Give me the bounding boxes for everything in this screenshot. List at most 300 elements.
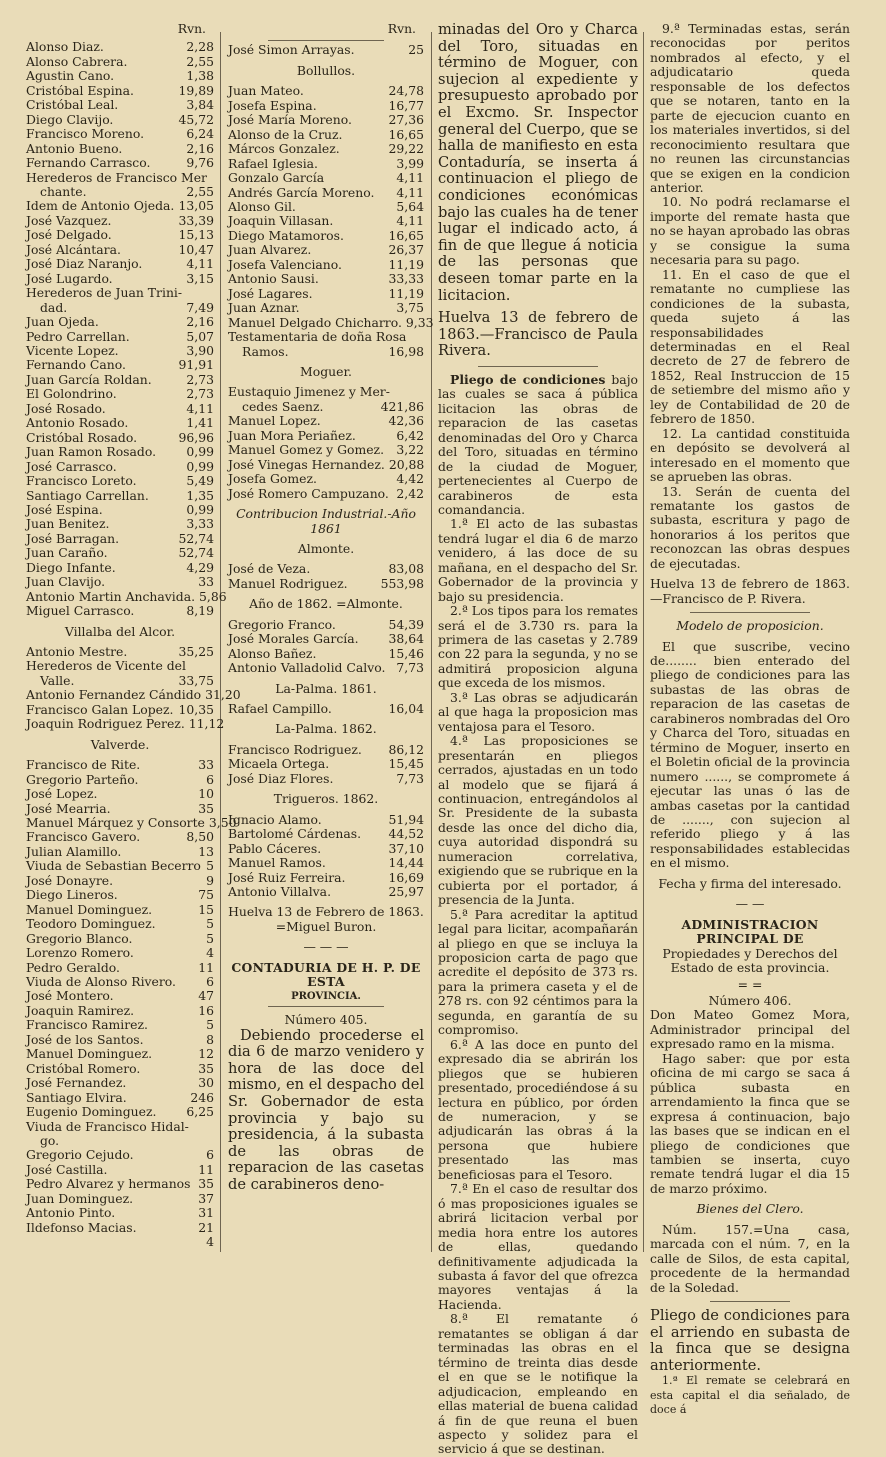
- list-item: Valle. 33,75: [40, 672, 214, 688]
- entry-amount: 3,50: [208, 815, 237, 831]
- entry-name: José Diaz Naranjo.: [26, 256, 143, 272]
- list-item: [26, 716, 225, 732]
- entry-name: José Delgado.: [26, 227, 112, 243]
- list-item: [26, 1105, 214, 1119]
- entry-list: [228, 743, 424, 786]
- entry-amount: 2,16: [186, 140, 214, 156]
- entry-name: José Ruiz Ferreira.: [228, 869, 346, 885]
- entry-name: Cristóbal Espina.: [26, 82, 134, 98]
- entry-name: Juan Alvarez.: [228, 242, 312, 258]
- list-item: [228, 702, 424, 716]
- section-heading: Modelo de proposicion.: [676, 618, 824, 634]
- list-item: [228, 772, 424, 786]
- entry-amount: 5,49: [186, 473, 214, 489]
- entry-name: Francisco Moreno.: [26, 126, 145, 142]
- signature-line: Huelva 13 de Febrero de 1863. =Miguel Buron.: [228, 904, 424, 934]
- entry-name: Joaquin Rodriguez Perez.: [26, 716, 185, 732]
- entry-amount: 45,72: [178, 111, 214, 127]
- entry-name: Francisco Loreto.: [26, 473, 137, 489]
- entry-amount: 37,10: [388, 840, 424, 856]
- list-item: Testamentaria de doña Rosa: [228, 329, 407, 345]
- entry-name: Juan Dominguez.: [26, 1190, 134, 1206]
- entry-amount: 25,97: [388, 884, 424, 900]
- list-item: [26, 228, 214, 242]
- entry-amount: 15,46: [388, 645, 424, 661]
- column-divider: [643, 32, 644, 1252]
- entry-name: Manuel Gomez y Gomez.: [228, 442, 385, 458]
- entry-name: Antonio Bueno.: [26, 140, 123, 156]
- list-item: [26, 1004, 214, 1018]
- entry-name: Alonso Cabrera.: [26, 53, 128, 69]
- entry-amount: 16,65: [388, 126, 424, 142]
- entry-amount: 14,44: [388, 855, 424, 871]
- entry-list: [26, 645, 214, 659]
- entry-name: Manuel Dominguez.: [26, 1046, 153, 1062]
- list-item: [26, 272, 214, 286]
- entry-name: Cristóbal Romero.: [26, 1060, 141, 1076]
- list-item: [26, 961, 214, 975]
- town-heading: Trigueros. 1862.: [273, 791, 379, 807]
- list-item: [26, 1091, 214, 1105]
- list-item: [26, 561, 214, 575]
- list-item: [26, 489, 214, 503]
- entry-list: [26, 1148, 214, 1249]
- list-item: [26, 373, 214, 387]
- model-text: El que suscribe, vecino de........ bien enterado del pliego de condiciones para las subastas de las obras de reparacion de las casetas de carabineros nombradas del Oro y Charca del Toro, situadas en término de Moguer, inserto en el Boletin oficial de la provincia numero ......, se compromete á ejecutar las unas ó las de ambas casetas por la cantidad de ......., con sujecion al referido pliego y á las responsabilidades establecidas en el mismo.: [650, 638, 850, 871]
- list-item: [26, 257, 214, 271]
- entry-amount: 37: [198, 1190, 214, 1206]
- entry-list: [228, 618, 424, 676]
- list-item: [26, 888, 214, 902]
- entry-amount: 6,24: [186, 126, 214, 142]
- divider: [478, 366, 598, 367]
- notice-body: Debiendo procederse el dia 6 de marzo venidero y hora de las doce del mismo, en el despacho del Sr. Gobernador de esta provincia y bajo su presidencia, á la subasta de las obras de reparacion de las casetas de carabineros deno-: [228, 1026, 424, 1193]
- entry-amount: 0,99: [186, 458, 214, 474]
- entry-name: Gregorio Blanco.: [26, 930, 133, 946]
- entry-name: Pedro Carrellan.: [26, 328, 130, 344]
- entry-name: Julian Alamillo.: [26, 843, 122, 859]
- list-item: [228, 647, 424, 661]
- list-item: [26, 575, 214, 589]
- list-item: [228, 287, 424, 301]
- entry-amount: 35: [198, 1176, 214, 1192]
- entry-name: Joaquin Villasan.: [228, 213, 334, 229]
- list-item: [26, 1062, 214, 1076]
- list-item: [26, 387, 214, 401]
- entry-name: Josefa Espina.: [228, 97, 317, 113]
- entry-name: Rafael Campillo.: [228, 701, 332, 717]
- entry-amount: 3,15: [186, 270, 214, 286]
- entry-name: Micaela Ortega.: [228, 756, 330, 772]
- entry-name: José Simon Arrayas.: [228, 42, 355, 58]
- list-item: [228, 885, 424, 899]
- entry-amount: 4,11: [186, 400, 214, 416]
- entry-name: José Lopez.: [26, 786, 98, 802]
- entry-name: Diego Clavijo.: [26, 111, 114, 127]
- entry-list: [26, 199, 214, 286]
- entry-amount: 30: [198, 1075, 214, 1091]
- entry-name: José Diaz Flores.: [228, 770, 334, 786]
- entry-amount: 16: [198, 1002, 214, 1018]
- condition-item: 11. En el caso de que el rematante no cumpliese las condiciones de la subasta, queda sujeto á las responsabilidades determinadas en el Real decreto de 27 de febrero de 1852, Real Instruccion de 15 de setiembre del mismo año y ley de Contabilidad de 20 de febrero de 1850.: [650, 266, 850, 427]
- entry-amount: 4,42: [396, 471, 424, 487]
- entry-name: José María Moreno.: [228, 112, 352, 128]
- entry-amount: 31,20: [205, 687, 241, 703]
- condition-item: 9.ª Terminadas estas, serán reconocidas por peritos nombrados al efecto, y el adjudicatario queda responsable de los defectos que se notaren, tanto en la parte de ejecucion cuanto en los materiales invertidos, si del reconocimiento resultara que no reunen las circunstancias que se exigen en la condicion anterior.: [650, 21, 850, 195]
- entry-amount: 26,37: [388, 242, 424, 258]
- list-item: [26, 156, 214, 170]
- list-item: [26, 1148, 214, 1162]
- entry-name: Francisco Gavero.: [26, 829, 141, 845]
- condition-item: 5.ª Para acreditar la aptitud legal para licitar, acompañarán al pliego en que se incluya la proposicion carta de pago que acredite el depósito de 373 rs. para la primera caseta y el de 278 rs. con 92 céntimos para la segunda, en garantía de su compromiso.: [438, 906, 638, 1038]
- town-heading: La-Palma. 1861.: [275, 680, 377, 696]
- list-item: [26, 503, 214, 517]
- list-item: [26, 1206, 214, 1220]
- entry-amount: 246: [190, 1089, 214, 1105]
- list-item: [228, 632, 424, 646]
- entry-name: Antonio Fernandez Cándido: [26, 687, 202, 703]
- entry-amount: 5,07: [186, 328, 214, 344]
- condition-item: 13. Serán de cuenta del rematante los gastos de subasta, escritura y pago de honorarios á los peritos que reconozcan las obras despues de ejecutadas.: [650, 483, 850, 571]
- entry-amount: 4: [206, 1234, 214, 1250]
- list-item: [228, 258, 424, 272]
- entry-name: Andrés García Moreno.: [228, 184, 375, 200]
- entry-name: José Espina.: [26, 501, 103, 517]
- entry-name: Diego Infante.: [26, 559, 116, 575]
- list-item: [228, 813, 424, 827]
- entry-list: [26, 40, 214, 170]
- entry-amount: 5: [206, 930, 214, 946]
- list-item: [228, 856, 424, 870]
- list-item: [26, 431, 214, 445]
- list-item: [26, 1076, 214, 1090]
- entry-name: Rafael Iglesia.: [228, 155, 318, 171]
- entry-amount: 4,11: [396, 213, 424, 229]
- entry-name: Alonso Gil.: [228, 198, 296, 214]
- list-item: [26, 989, 214, 1003]
- entry-amount: 6,25: [186, 1104, 214, 1120]
- entry-amount: 20,88: [388, 456, 425, 472]
- entry-amount: 33,39: [178, 212, 214, 228]
- entry-amount: 1,35: [186, 487, 214, 503]
- condition-item: 1.ª El remate se celebrará en esta capital el dia señalado, de doce á: [650, 1374, 850, 1417]
- list-item: [228, 229, 424, 243]
- entry-amount: 24,78: [388, 83, 424, 99]
- list-item: [26, 315, 214, 329]
- town-heading: Villalba del Alcor.: [64, 623, 176, 639]
- list-item: [26, 645, 214, 659]
- entry-amount: 10: [198, 786, 214, 802]
- entry-name: Francisco Rodriguez.: [228, 741, 362, 757]
- list-item: [26, 859, 214, 873]
- entry-amount: 33: [198, 574, 214, 590]
- notice-body: Don Mateo Gomez Mora, Administrador principal del expresado ramo en la misma.: [650, 1007, 850, 1052]
- entry-name: José Castilla.: [26, 1161, 108, 1177]
- entry-name: José Fernandez.: [26, 1075, 127, 1091]
- entry-name: Josefa Gomez.: [228, 471, 317, 487]
- entry-amount: 10,35: [178, 701, 214, 717]
- list-item: [26, 975, 214, 989]
- list-item: [228, 827, 424, 841]
- conditions-title: Pliego de condiciones: [450, 371, 606, 387]
- conditions-intro: Pliego de condiciones bajo las cuales se saca á pública licitacion las obras de reparacion de las casetas denominadas del Oro y Charca del Toro, situadas en término de la ciudad de Moguer, pertenecientes al Cuerpo de carabineros de esta comandancia.: [438, 371, 638, 517]
- entry-amount: 91,91: [178, 357, 214, 373]
- entry-amount: 9: [206, 872, 214, 888]
- list-item: [26, 69, 214, 83]
- list-item: Herederos de Francisco Mer: [26, 169, 207, 185]
- column-divider: [431, 32, 432, 1252]
- entry-name: Antonio Mestre.: [26, 644, 128, 660]
- entry-amount: 11: [198, 959, 214, 975]
- entry-amount: 16,04: [388, 701, 424, 717]
- entry-amount: 13: [198, 843, 214, 859]
- entry-amount: 16,69: [388, 869, 424, 885]
- list-item: [26, 517, 214, 531]
- entry-name: Viuda de Alonso Rivero.: [26, 974, 176, 989]
- list-item: [228, 842, 424, 856]
- list-item: [228, 871, 424, 885]
- list-item: [228, 429, 424, 443]
- entry-amount: 52,74: [178, 530, 214, 546]
- entry-name: Pedro Geraldo.: [26, 959, 120, 975]
- list-item: [228, 414, 424, 428]
- list-item: [228, 577, 424, 591]
- entry-name: José Barragan.: [26, 530, 120, 546]
- property-item: Núm. 157.=Una casa, marcada con el núm. 7, en la calle de Silos, de esta capital, procedente de la hermandad de la Soledad.: [650, 1221, 850, 1295]
- entry-list: [26, 757, 237, 1120]
- list-item: [26, 84, 214, 98]
- list-item: [228, 301, 424, 315]
- entry-name: Cristóbal Leal.: [26, 97, 119, 113]
- entry-amount: 96,96: [178, 429, 214, 445]
- list-item: [26, 1018, 214, 1032]
- entry-name: José Lugardo.: [26, 270, 113, 286]
- entry-amount: 86,12: [388, 741, 424, 757]
- list-item: Herederos de Vicente del: [26, 658, 186, 674]
- list-item: [26, 903, 214, 917]
- entry-amount: 4,11: [186, 256, 214, 272]
- divider: — — —: [303, 939, 349, 955]
- list-item: [26, 830, 214, 844]
- list-item: [26, 773, 214, 787]
- entry-amount: 0,99: [186, 501, 214, 517]
- entry-name: José Lagares.: [228, 285, 313, 301]
- entry-amount: 13,05: [178, 198, 214, 214]
- list-item: [228, 186, 424, 200]
- list-item: [26, 416, 214, 430]
- entry-amount: 11,12: [188, 716, 225, 732]
- list-item: [26, 703, 214, 717]
- entry-amount: 2,16: [186, 314, 214, 330]
- entry-amount: 11,19: [388, 256, 424, 272]
- entry-list: [228, 702, 424, 716]
- list-item: [26, 1192, 214, 1206]
- list-item: dad. 7,49: [40, 299, 214, 315]
- condition-item: 7.ª En el caso de resultar dos ó mas proposiciones iguales se abrirá licitacion verbal por media hora entre los autores de ellas, quedando definitivamente adjudicada la subasta á favor del que ofrezca mayores ventajas á la Hacienda.: [438, 1181, 638, 1312]
- list-item: [26, 946, 214, 960]
- entry-amount: 7,73: [396, 770, 424, 786]
- list-item: [26, 802, 214, 816]
- entry-name: Francisco Ramirez.: [26, 1017, 148, 1033]
- entry-amount: 553,98: [380, 575, 424, 591]
- list-item: [228, 661, 424, 675]
- entry-name: José Vazquez.: [26, 212, 112, 228]
- entry-amount: 21: [198, 1219, 214, 1235]
- entry-amount: 5: [206, 916, 214, 932]
- entry-amount: 9,33: [405, 314, 434, 330]
- list-item: [228, 99, 424, 113]
- entry-name: Diego Matamoros.: [228, 227, 344, 243]
- column-divider: [220, 32, 221, 1252]
- entry-amount: 11: [198, 1161, 214, 1177]
- list-item: [26, 98, 214, 112]
- entry-amount: 35,25: [178, 644, 214, 660]
- list-item: Ramos. 16,98: [242, 343, 424, 359]
- entry-name: José de los Santos.: [26, 1031, 144, 1047]
- entry-list: [228, 43, 424, 57]
- entry-amount: 8,50: [186, 829, 214, 845]
- list-item: [26, 1033, 214, 1047]
- entry-name: Vicente Lopez.: [26, 342, 119, 358]
- section-heading: Bienes del Clero.: [696, 1201, 804, 1217]
- entry-list: [228, 414, 424, 501]
- closing-line: Fecha y firma del interesado.: [658, 875, 842, 891]
- list-item: [26, 55, 214, 69]
- list-item: [26, 402, 214, 416]
- entry-name: Gregorio Cejudo.: [26, 1147, 134, 1163]
- list-item: [228, 314, 434, 330]
- list-item: [228, 214, 424, 228]
- list-item: [228, 757, 424, 771]
- entry-amount: 3,22: [396, 442, 424, 458]
- entry-name: Idem de Antonio Ojeda.: [26, 198, 175, 214]
- list-item: [26, 243, 214, 257]
- entry-name: Fernando Cano.: [26, 357, 126, 373]
- entry-name: Teodoro Dominguez.: [26, 916, 156, 932]
- list-item: [26, 604, 214, 618]
- list-item: [228, 458, 424, 472]
- entry-amount: 6: [206, 1147, 214, 1163]
- entry-name: Pablo Cáceres.: [228, 840, 322, 856]
- list-item: Herederos de Juan Trini-: [26, 285, 183, 301]
- list-item: [228, 84, 424, 98]
- entry-name: José Alcántara.: [26, 241, 121, 257]
- entry-name: Márcos Gonzalez.: [228, 141, 340, 157]
- entry-amount: 8,19: [186, 603, 214, 619]
- entry-name: Lorenzo Romero.: [26, 945, 134, 961]
- divider: = =: [737, 976, 763, 992]
- condition-item: 12. La cantidad constituida en depósito se devolverá al interesado en el momento que se aprueben las obras.: [650, 425, 850, 485]
- entry-amount: 33,33: [388, 271, 424, 287]
- entry-name: Gonzalo García: [228, 170, 325, 186]
- list-item: [26, 1163, 214, 1177]
- entry-amount: 3,90: [186, 342, 214, 358]
- section-heading: CONTADURIA DE H. P. DE ESTA: [231, 959, 421, 990]
- entry-amount: 2,42: [396, 485, 424, 501]
- section-subheading: PROVINCIA.: [291, 990, 361, 1002]
- entry-amount: 3,84: [186, 97, 214, 113]
- section-heading: Contribucion Industrial.-Año 1861: [236, 506, 416, 536]
- entry-name: Antonio Pinto.: [26, 1205, 116, 1221]
- entry-amount: 5: [206, 1017, 214, 1033]
- entry-name: Gregorio Parteño.: [26, 771, 139, 787]
- column-4-conditions: [650, 21, 850, 1417]
- list-item: [228, 200, 424, 214]
- notice-number: Número 406.: [708, 993, 792, 1008]
- entry-name: Francisco Galan Lopez.: [26, 701, 174, 717]
- list-item: [26, 358, 214, 372]
- list-item: [26, 787, 214, 801]
- list-item: [26, 874, 214, 888]
- entry-amount: 12: [198, 1046, 214, 1062]
- entry-name: Alonso Bañez.: [228, 645, 317, 661]
- list-item: go.: [40, 1132, 60, 1148]
- entry-amount: 8: [206, 1031, 214, 1047]
- town-heading: Año de 1862. =Almonte.: [249, 596, 403, 612]
- entry-list: [228, 813, 424, 900]
- entry-name: José Mearria.: [26, 800, 111, 816]
- entry-name: José Montero.: [26, 988, 114, 1004]
- entry-amount: 52,74: [178, 545, 214, 561]
- list-item: Viuda de Francisco Hidal-: [26, 1118, 189, 1134]
- list-item: [26, 40, 214, 54]
- entry-amount: 4,11: [396, 170, 424, 186]
- list-item: [26, 330, 214, 344]
- condition-item: 1.ª El acto de las subastas tendrá lugar el dia 6 de marzo venidero, á las doce de su mañana, en el despacho del Sr. Gobernador de la provincia y bajo su presidencia.: [438, 516, 638, 604]
- entry-name: Juan García Roldan.: [26, 371, 152, 387]
- entry-amount: 5: [206, 858, 214, 874]
- entry-amount: 1,38: [186, 68, 214, 84]
- list-item: [26, 758, 214, 772]
- entry-name: Ildefonso Macias.: [26, 1219, 137, 1235]
- entry-amount: 0,99: [186, 444, 214, 460]
- entry-amount: 4,11: [396, 184, 424, 200]
- condition-item: 4.ª Las proposiciones se presentarán en pliegos cerrados, ajustadas en un todo al modelo que se fijará á continuacion, entregándolos al Sr. Presidente de la subasta desde las once del dicho dia, cuya autoridad dispondrá su numeracion correlativa, exigiendo que se rubrique en la cubierta por el portador, á presencia de la Junta.: [438, 733, 638, 908]
- entry-amount: 6: [206, 974, 214, 989]
- list-item: [26, 546, 214, 560]
- list-item: [26, 588, 227, 604]
- entry-amount: 6: [206, 771, 214, 787]
- list-item: [26, 1047, 214, 1061]
- entry-name: José Morales García.: [228, 631, 359, 647]
- section-heading: ADMINISTRACION PRINCIPAL DE: [681, 916, 819, 947]
- list-item: [26, 1221, 214, 1235]
- entry-name: Antonio Martin Anchavida.: [26, 588, 196, 604]
- column-1-payment-list: [26, 21, 241, 1267]
- entry-name: Juan Mateo.: [228, 83, 304, 99]
- list-item: [26, 127, 214, 141]
- entry-name: Juan Ojeda.: [26, 314, 99, 330]
- entry-name: Eugenio Dominguez.: [26, 1104, 157, 1120]
- entry-name: Juan Ramon Rosado.: [26, 444, 157, 460]
- entry-name: Alonso Diaz.: [26, 39, 104, 55]
- divider: [268, 1006, 384, 1007]
- entry-name: José Vinegas Hernandez.: [228, 456, 385, 472]
- entry-amount: 16,77: [388, 97, 424, 113]
- list-item: [26, 1235, 214, 1249]
- column-header: Rvn.: [387, 21, 416, 36]
- entry-amount: 16,65: [388, 227, 424, 243]
- entry-name: Gregorio Franco.: [228, 616, 336, 632]
- entry-amount: 51,94: [388, 811, 424, 827]
- entry-name: Ignacio Alamo.: [228, 811, 322, 827]
- list-item: [228, 743, 424, 757]
- entry-name: Juan Aznar.: [228, 300, 300, 316]
- entry-name: Manuel Rodriguez.: [228, 575, 348, 591]
- entry-name: Francisco de Rite.: [26, 757, 141, 773]
- list-item: [26, 845, 214, 859]
- entry-name: Antonio Valladolid Calvo.: [228, 660, 386, 676]
